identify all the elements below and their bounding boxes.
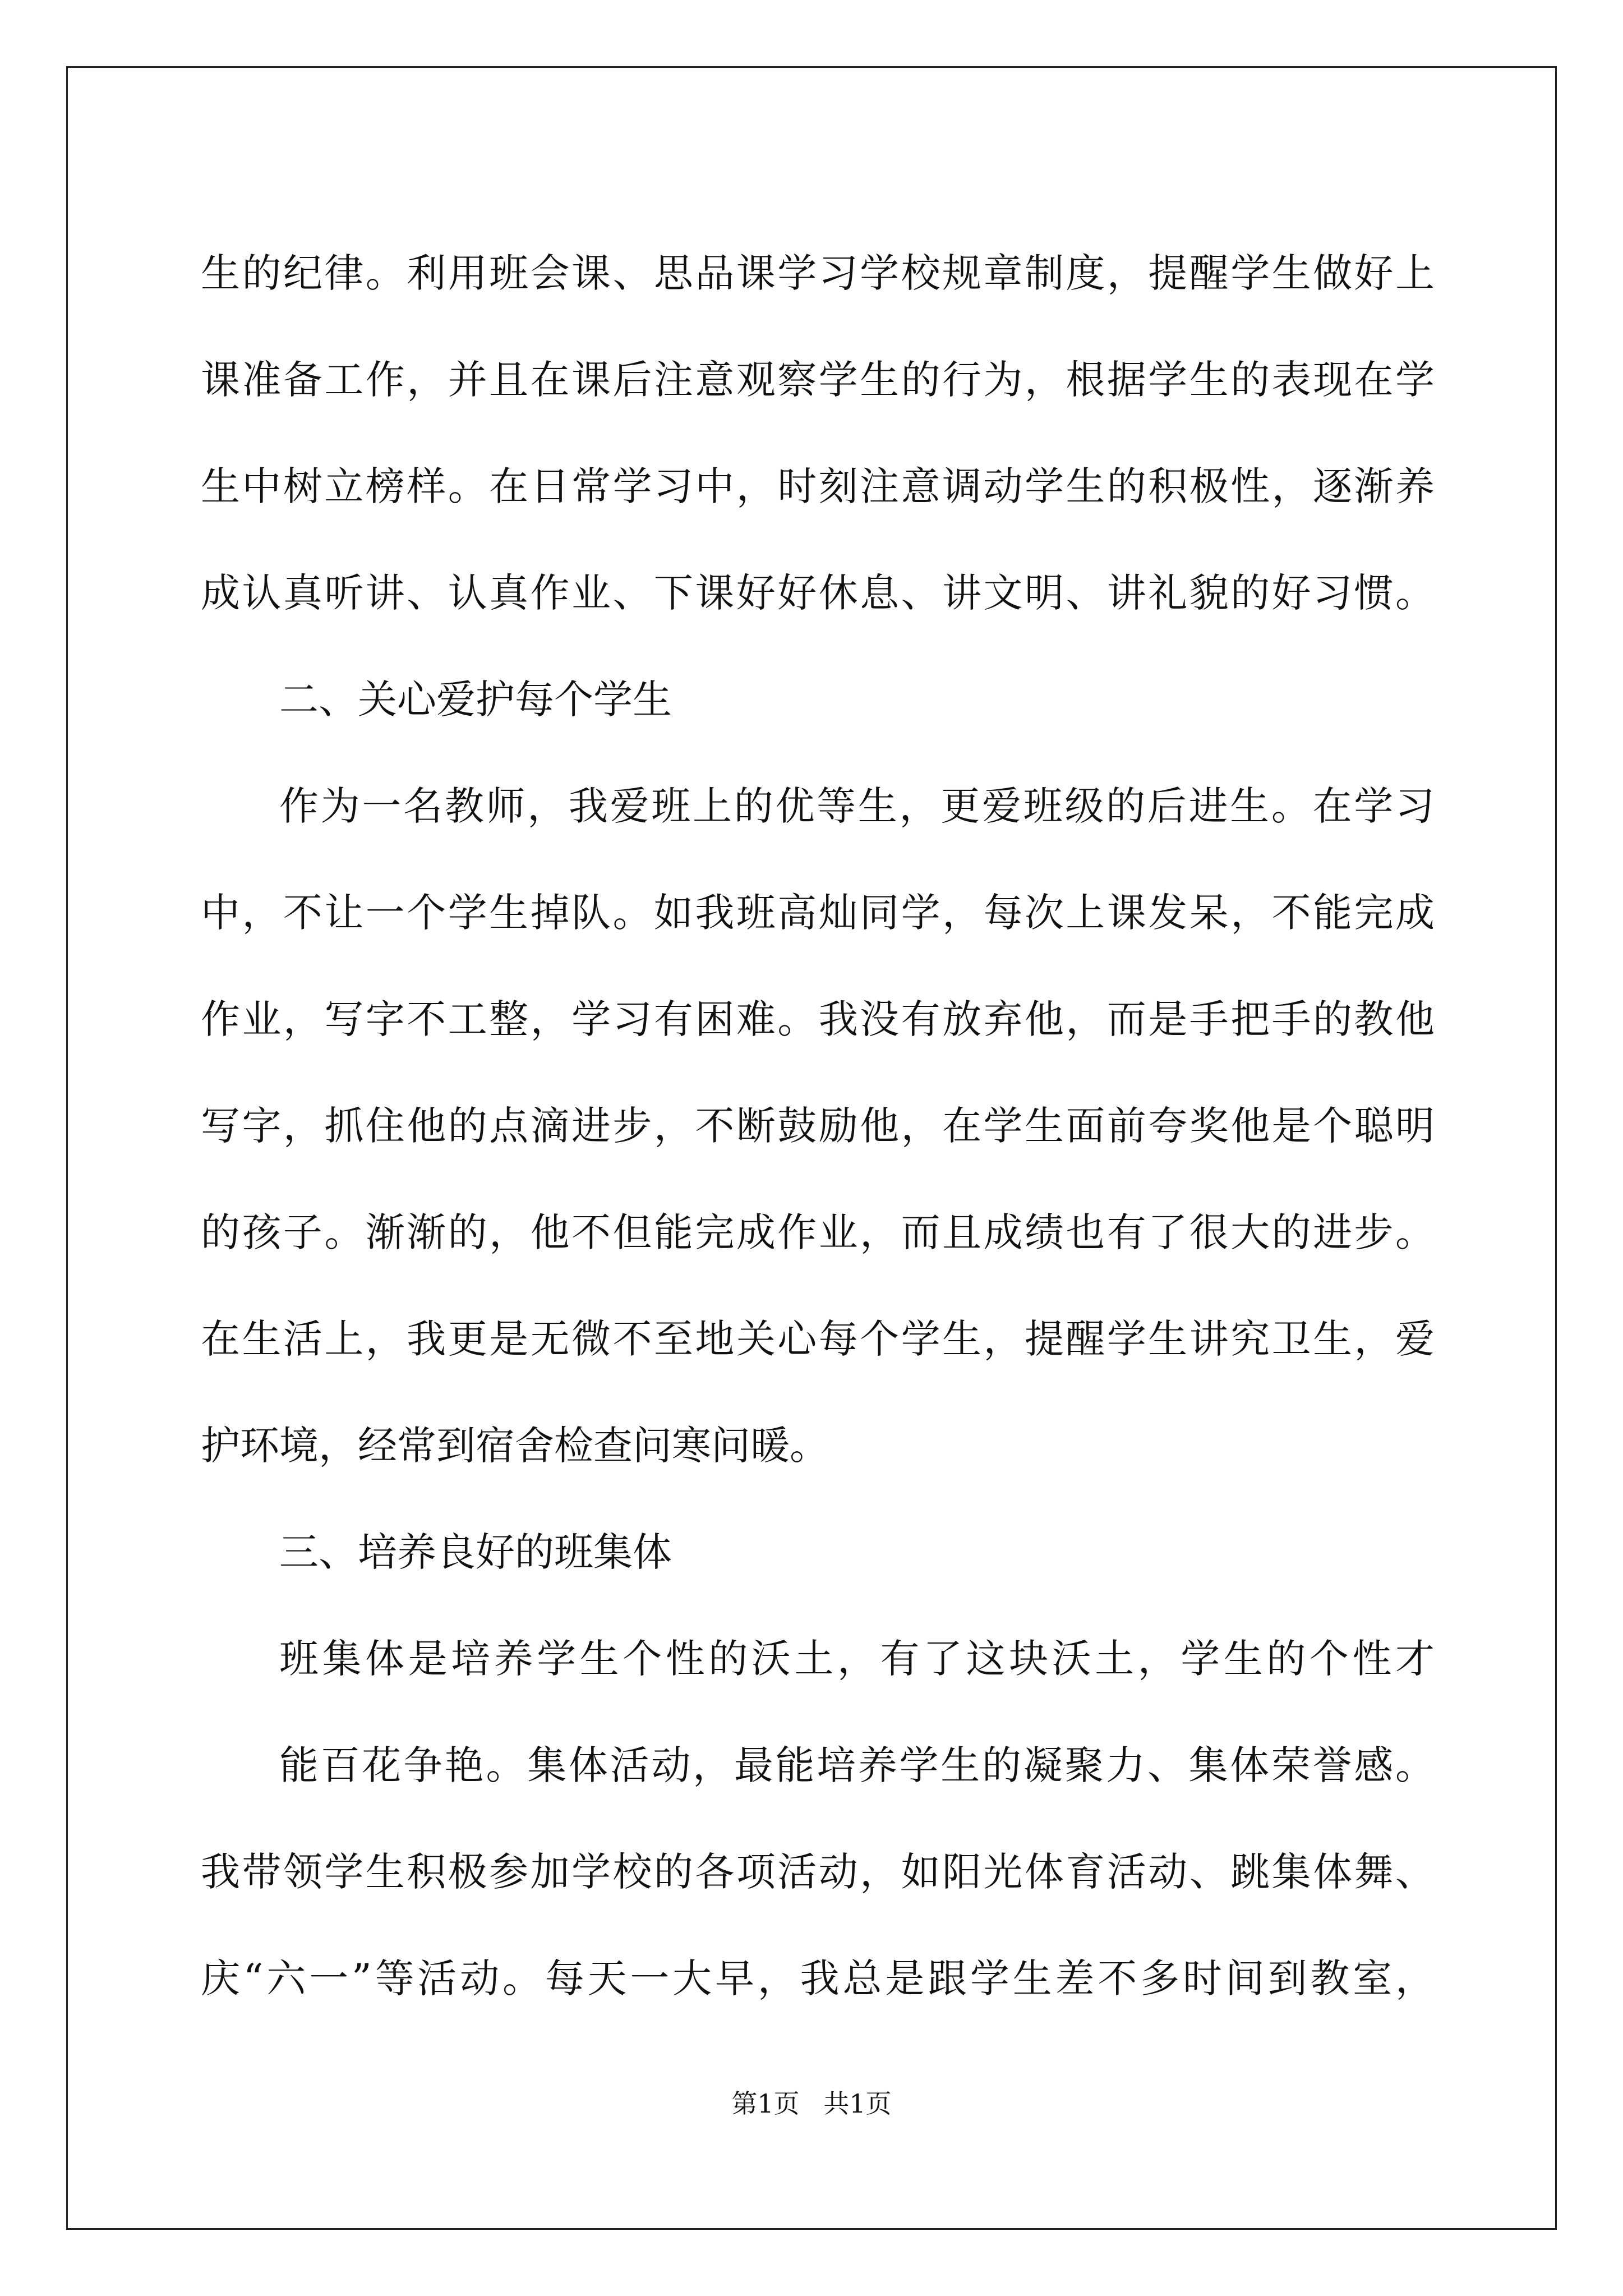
body-line-4: 成认真听讲、认真作业、下课好好休息、讲文明、讲礼貌的好习惯。 bbox=[201, 570, 1435, 616]
section-heading-3: 三、培养良好的班集体 bbox=[279, 1529, 672, 1575]
body-line-17: 庆“六一”等活动。每天一大早，我总是跟学生差不多时间到教室， bbox=[201, 1955, 1435, 2001]
section-heading-2: 二、关心爱护每个学生 bbox=[279, 677, 672, 723]
body-line-6: 作为一名教师，我爱班上的优等生，更爱班级的后进生。在学习 bbox=[279, 783, 1435, 829]
body-line-9: 写字，抓住他的点滴进步，不断鼓励他，在学生面前夸奖他是个聪明 bbox=[201, 1103, 1435, 1149]
body-line-12: 护环境，经常到宿舍检查问寒问暖。 bbox=[201, 1423, 829, 1469]
body-line-14: 班集体是培养学生个性的沃土，有了这块沃土，学生的个性才 bbox=[279, 1636, 1435, 1682]
page-footer bbox=[0, 2088, 1623, 2119]
body-line-7: 中，不让一个学生掉队。如我班高灿同学，每次上课发呆，不能完成 bbox=[201, 890, 1435, 936]
body-line-11: 在生活上，我更是无微不至地关心每个学生，提醒学生讲究卫生，爱 bbox=[201, 1316, 1435, 1362]
body-line-15: 能百花争艳。集体活动，最能培养学生的凝聚力、集体荣誉感。 bbox=[279, 1742, 1435, 1788]
body-line-2: 课准备工作，并且在课后注意观察学生的行为，根据学生的表现在学 bbox=[201, 357, 1435, 403]
body-line-1: 生的纪律。利用班会课、思品课学习学校规章制度，提醒学生做好上 bbox=[201, 250, 1435, 296]
body-line-3: 生中树立榜样。在日常学习中，时刻注意调动学生的积极性，逐渐养 bbox=[201, 463, 1435, 509]
page-number-total: 共1页 bbox=[823, 2088, 892, 2119]
body-line-16: 我带领学生积极参加学校的各项活动，如阳光体育活动、跳集体舞、 bbox=[201, 1849, 1435, 1895]
page-number-current: 第1页 bbox=[731, 2088, 800, 2119]
body-line-8: 作业，写字不工整，学习有困难。我没有放弃他，而是手把手的教他 bbox=[201, 996, 1435, 1042]
body-line-10: 的孩子。渐渐的，他不但能完成作业，而且成绩也有了很大的进步。 bbox=[201, 1209, 1435, 1255]
